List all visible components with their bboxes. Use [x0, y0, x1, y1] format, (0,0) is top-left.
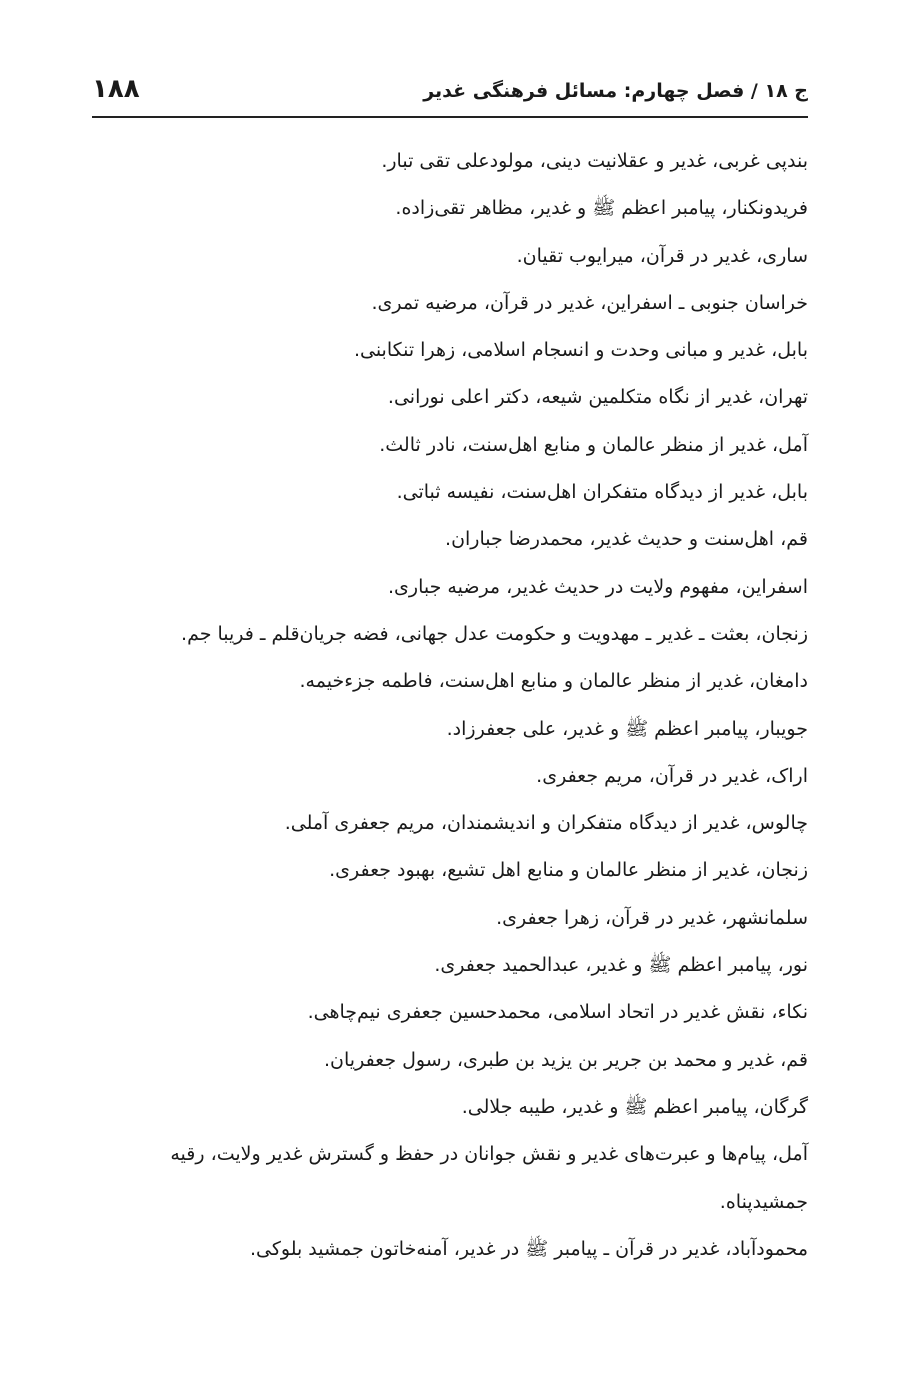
list-item: قم، اهل‌سنت و حدیث غدیر، محمدرضا جباران.	[445, 528, 808, 551]
list-item: محمودآباد، غدیر در قرآن ـ پیامبر ﷺ در غدیر، آمنه‌خاتون جمشید بلوکی.	[249, 1237, 808, 1260]
list-item: آمل، غدیر از منظر عالمان و منابع اهل‌سنت، نادر ثالث.	[379, 433, 808, 456]
list-item: بابل، غدیر از دیدگاه متفکران اهل‌سنت، نفیسه ثباتی.	[396, 481, 808, 504]
list-item: نکاء، نقش غدیر در اتحاد اسلامی، محمدحسین جعفری نیم‌چاهی.	[307, 1001, 808, 1024]
list-item: زنجان، غدیر از منظر عالمان و منابع اهل تشیع، بهبود جعفری.	[329, 859, 808, 882]
list-item: ساری، غدیر در قرآن، میرایوب تقیان.	[516, 244, 808, 267]
list-item: دامغان، غدیر از منظر عالمان و منابع اهل‌سنت، فاطمه جزءخیمه.	[299, 670, 808, 693]
list-item: گرگان، پیامبر اعظم ﷺ و غدیر، طیبه جلالی.	[461, 1095, 808, 1118]
list-item: اسفراین، مفهوم ولایت در حدیث غدیر، مرضیه جباری.	[388, 575, 808, 598]
list-item: چالوس، غدیر از دیدگاه متفکران و اندیشمندان، مریم جعفری آملی.	[284, 812, 808, 835]
list-item: زنجان، بعثت ـ غدیر ـ مهدویت و حکومت عدل جهانی، فضه جریان‌قلم ـ فریبا جم.	[181, 622, 808, 645]
entry-list	[92, 138, 808, 1273]
list-item: بابل، غدیر و مبانی وحدت و انسجام اسلامی، زهرا تنکابنی.	[353, 339, 808, 362]
list-item: خراسان جنوبی ـ اسفراین، غدیر در قرآن، مرضیه تمری.	[371, 291, 808, 314]
list-item: فریدونکنار، پیامبر اعظم ﷺ و غدیر، مظاهر تقی‌زاده.	[395, 197, 808, 220]
list-item: تهران، غدیر از نگاه متکلمین شیعه، دکتر اعلی نورانی.	[387, 386, 808, 409]
page-number: ۱۸۸	[92, 74, 140, 104]
list-item: آمل، پیام‌ها و عبرت‌های غدیر و نقش جوانان در حفظ و گسترش غدیر ولایت، رقیه جمشیدپناه.	[170, 1143, 808, 1213]
list-item: قم، غدیر و محمد بن جریر بن یزید بن طبری، رسول جعفریان.	[324, 1048, 808, 1071]
list-item: بندپی غربی، غدیر و عقلانیت دینی، مولودعلی تقی تبار.	[381, 150, 808, 172]
list-item: اراک، غدیر در قرآن، مریم جعفری.	[536, 764, 808, 787]
list-item: جویبار، پیامبر اعظم ﷺ و غدیر، علی جعفرزاد.	[446, 717, 808, 740]
list-item: نور، پیامبر اعظم ﷺ و غدیر، عبدالحمید جعفری.	[434, 954, 808, 977]
list-item: سلمانشهر، غدیر در قرآن، زهرا جعفری.	[496, 906, 808, 929]
running-title: ج ۱۸ / فصل چهارم: مسائل فرهنگی غدیر	[423, 80, 808, 102]
page-header	[92, 72, 808, 118]
